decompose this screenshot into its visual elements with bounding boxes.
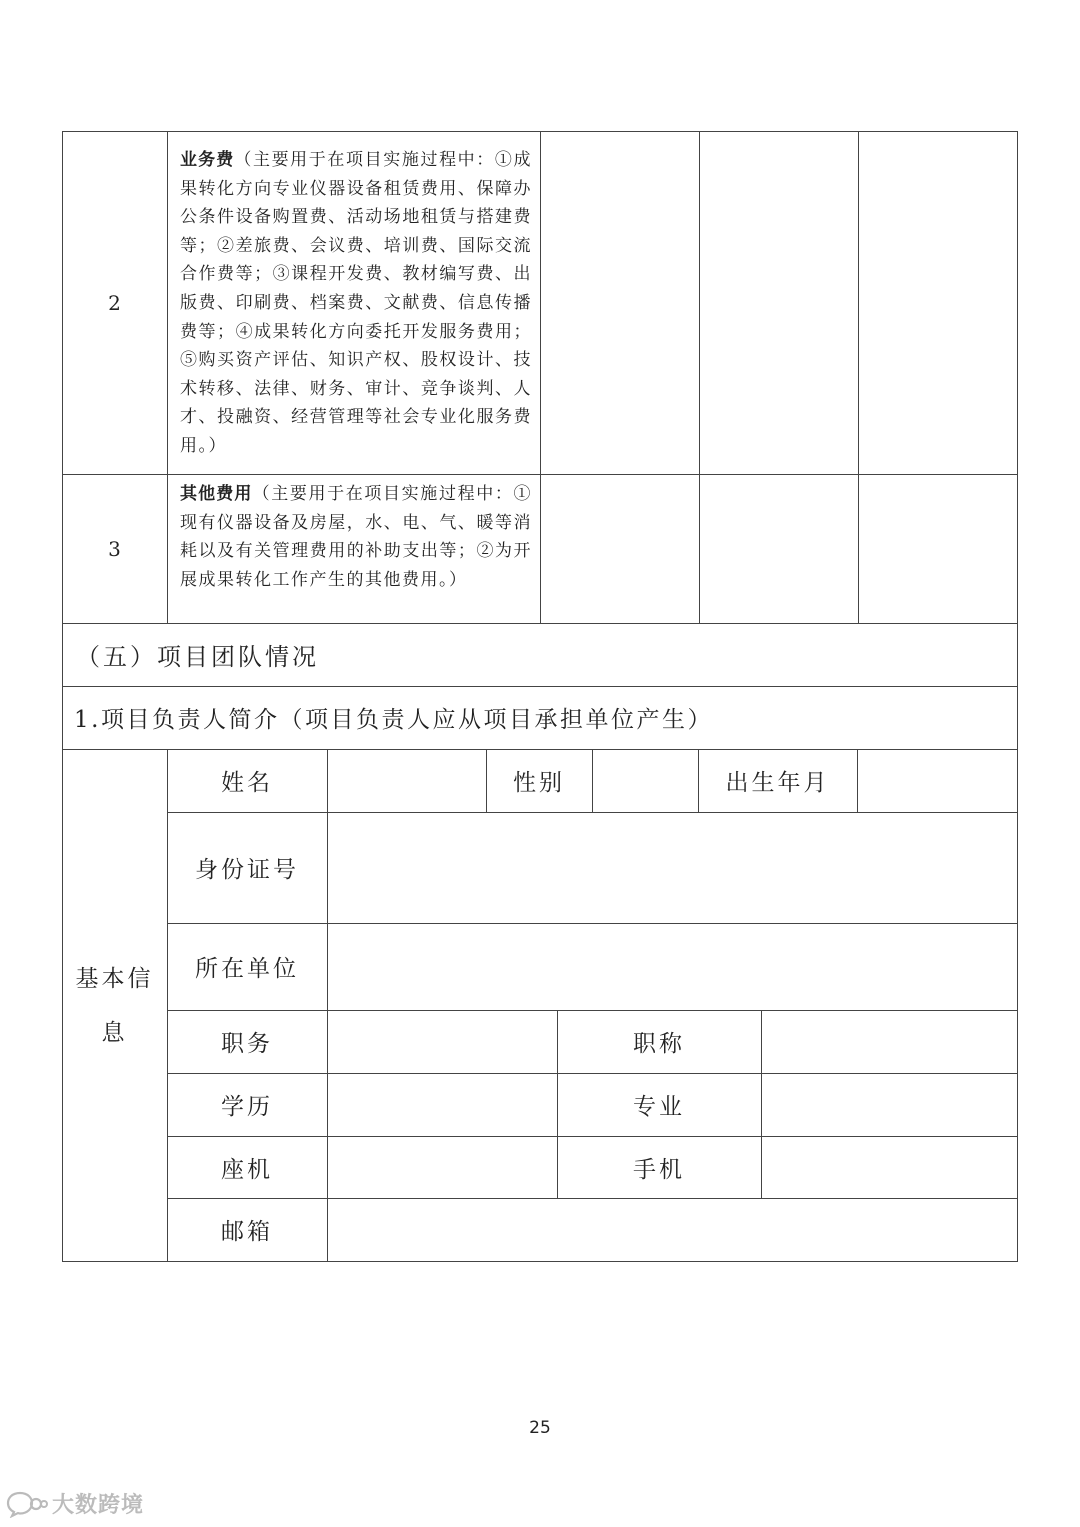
birth-field[interactable] — [858, 750, 1017, 812]
group-label-line1: 基本信 — [75, 966, 154, 992]
amount-cell[interactable] — [859, 475, 1017, 623]
group-label-line2: 息 — [101, 1020, 128, 1046]
professional-title-label: 职称 — [633, 1031, 685, 1057]
amount-cell[interactable] — [859, 132, 1017, 474]
expense-detail: （主要用于在项目实施过程中：①成果转化方向专业仪器设备租赁费用、保障办公条件设备购置费、活动场地租赁与搭建费等；②差旅费、会议费、培训费、国际交流合作费等；③课程开发费、教材编写费、出版费、印刷费、档案费、文献费、信息传播费等；④成果转化方向委托开发服务费用；⑤购买资产评估、知识产权、股权设计、技术转移、法律、财务、审计、竞争谈判、人才、投融资、经营管理等社会专业化服务费用。） — [180, 150, 533, 456]
unit-field[interactable] — [328, 924, 1017, 1010]
row-number: 2 — [108, 290, 121, 315]
watermark — [6, 1488, 144, 1519]
education-field[interactable] — [328, 1074, 557, 1136]
chat-bubble-icon — [6, 1490, 48, 1518]
row-number: 3 — [108, 536, 121, 561]
amount-cell[interactable] — [541, 475, 699, 623]
landline-label: 座机 — [221, 1156, 273, 1183]
amount-cell[interactable] — [700, 475, 858, 623]
watermark-text: 大数跨境 — [52, 1493, 145, 1518]
expense-description — [180, 480, 532, 594]
gender-label: 性别 — [513, 770, 565, 796]
amount-cell[interactable] — [700, 132, 858, 474]
subsection-title: 1.项目负责人简介（项目负责人应从项目承担单位产生） — [74, 707, 713, 733]
gender-field[interactable] — [593, 750, 698, 812]
amount-cell[interactable] — [541, 132, 699, 474]
expense-title: 业务费 — [180, 150, 235, 170]
id-number-label: 身份证号 — [195, 857, 299, 883]
mobile-label: 手机 — [633, 1156, 685, 1183]
expense-title: 其他费用 — [180, 484, 253, 504]
major-field[interactable] — [762, 1074, 1017, 1136]
page-number: 25 — [529, 1418, 551, 1438]
position-label: 职务 — [221, 1031, 273, 1057]
major-label: 专业 — [633, 1094, 685, 1120]
basic-info-group-label — [62, 952, 167, 1060]
email-label: 邮箱 — [221, 1219, 273, 1245]
email-field[interactable] — [328, 1199, 1017, 1261]
section-title: （五）项目团队情况 — [76, 643, 319, 671]
mobile-field[interactable] — [762, 1137, 1017, 1198]
birth-label: 出生年月 — [725, 770, 830, 796]
education-label: 学历 — [221, 1094, 273, 1120]
expense-description — [180, 146, 532, 461]
unit-label: 所在单位 — [195, 956, 299, 982]
expense-detail: （主要用于在项目实施过程中：①现有仪器设备及房屋，水、电、气、暖等消耗以及有关管理费用的补助支出等；②为开展成果转化工作产生的其他费用。） — [180, 484, 533, 590]
name-label: 姓名 — [221, 770, 273, 796]
position-field[interactable] — [328, 1011, 557, 1073]
id-number-field[interactable] — [328, 813, 1017, 923]
professional-title-field[interactable] — [762, 1011, 1017, 1073]
landline-field[interactable] — [328, 1137, 557, 1198]
name-field[interactable] — [328, 750, 486, 812]
